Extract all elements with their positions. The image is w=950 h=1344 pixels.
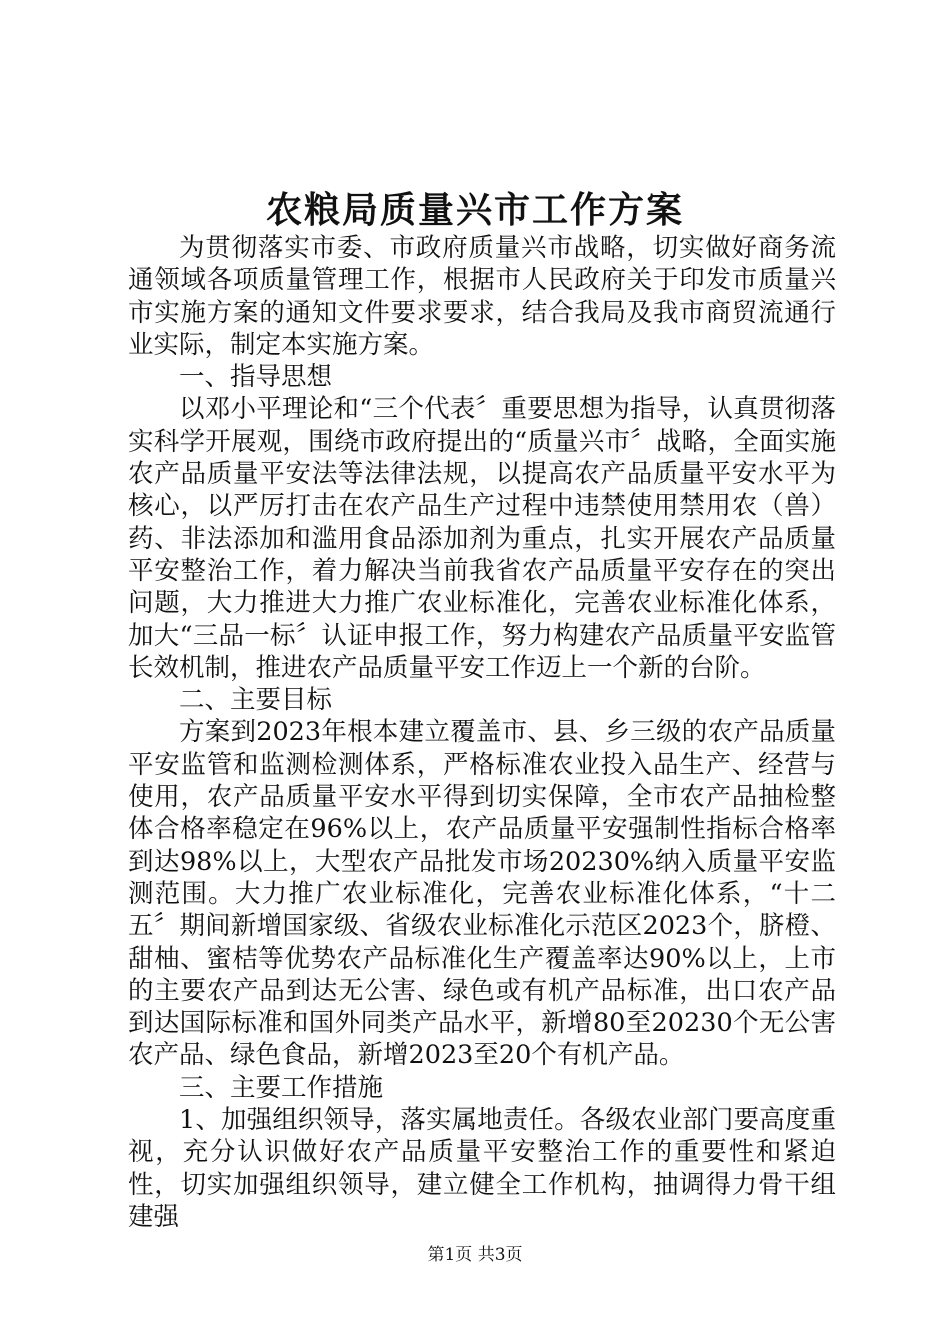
main-goals-paragraph: 方案到2023年根本建立覆盖市、县、乡三级的农产品质量平安监管和监测检测体系，严格标准农业投入品生产、经营与使用，农产品质量平安水平得到切实保障，全市农产品抽检整体合格率稳定在96%以上，农产品质量平安强制性指标合格率到达98%以上，大型农产品批发市场20230%纳入质量平安监测范围。大力推广农业标准化，完善农业标准化体系，“十二五〞期间新增国家级、省级农业标准化示范区2023个，脐橙、甜柚、蜜桔等优势农产品标准化生产覆盖率达90%以上，上市的主要农产品到达无公害、绿色或有机产品标准，出口农产品到达国际标准和国外同类产品水平，新增80至20230个无公害农产品、绿色食品，新增2023至20个有机产品。 bbox=[128, 717, 836, 1071]
section-heading-main-goals: 二、主要目标 bbox=[179, 685, 333, 716]
measures-paragraph-1: 1、加强组织领导，落实属地责任。各级农业部门要高度重视，充分认识做好农产品质量平安整治工作的重要性和紧迫性，切实加强组织领导，建立健全工作机构，抽调得力骨干组建强 bbox=[128, 1105, 836, 1232]
intro-paragraph: 为贯彻落实市委、市政府质量兴市战略，切实做好商务流通领域各项质量管理工作，根据市人民政府关于印发市质量兴市实施方案的通知文件要求要求，结合我局及我市商贸流通行业实际，制定本实施方案。 bbox=[128, 233, 836, 360]
document-title: 农粮局质量兴市工作方案 bbox=[265, 189, 684, 231]
document-body bbox=[128, 232, 836, 1233]
guiding-thought-paragraph: 以邓小平理论和“三个代表〞重要思想为指导，认真贯彻落实科学开展观，围绕市政府提出的“质量兴市〞战略，全面实施农产品质量平安法等法律法规，以提高农产品质量平安水平为核心，以严厉打击在农产品生产过程中违禁使用禁用农（兽）药、非法添加和滥用食品添加剂为重点，扎实开展农产品质量平安整治工作，着力解决当前我省农产品质量平安存在的突出问题，大力推进大力推广农业标准化，完善农业标准化体系，加大“三品一标〞认证申报工作，努力构建农产品质量平安监管长效机制，推进农产品质量平安工作迈上一个新的台阶。 bbox=[128, 394, 836, 683]
section-heading-guiding-thought: 一、指导思想 bbox=[179, 362, 333, 393]
section-heading-main-measures: 三、主要工作措施 bbox=[179, 1072, 384, 1103]
page-number-footer: 第1页 共3页 bbox=[427, 1245, 523, 1265]
